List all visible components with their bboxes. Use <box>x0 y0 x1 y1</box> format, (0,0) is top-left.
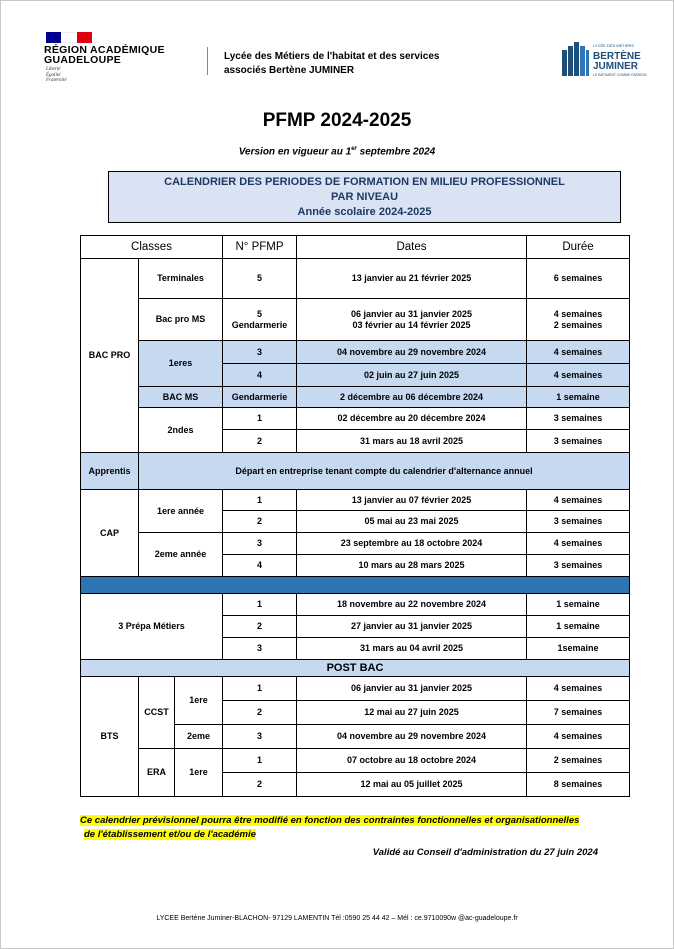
duree-cell: 3 semaines <box>527 408 630 430</box>
duree-cell: 1 semaine <box>527 387 630 408</box>
duree-cell <box>527 299 630 341</box>
republic-flag-icon <box>46 32 92 43</box>
logo-tagline: LE BÂTIMENT COMME PASSION <box>593 73 647 77</box>
cap-annee1-label: 1ere année <box>139 490 223 533</box>
ccst-label: CCST <box>139 677 175 749</box>
caption-line2: PAR NIVEAU <box>330 191 399 203</box>
duree-cell: 1semaine <box>527 638 630 660</box>
duree-cell: 4 semaines <box>527 341 630 364</box>
table-row <box>81 299 630 341</box>
pfmp-cell: 4 <box>223 364 297 387</box>
secondes-label: 2ndes <box>139 408 223 453</box>
region-line1: RÉGION ACADÉMIQUE <box>44 44 165 56</box>
header-classes: Classes <box>81 236 223 259</box>
dates-cell: 27 janvier au 31 janvier 2025 <box>297 616 527 638</box>
flag-red <box>77 32 92 43</box>
bacpro-label: BAC PRO <box>81 259 139 453</box>
pfmp-value: Gendarmerie <box>231 319 288 330</box>
duree-cell: 2 semaines <box>527 749 630 773</box>
pfmp-cell: 1 <box>223 490 297 511</box>
page-title: PFMP 2024-2025 <box>262 110 412 131</box>
dates-cell: 31 mars au 04 avril 2025 <box>297 638 527 660</box>
region-line2: GUADELOUPE <box>44 54 122 66</box>
table-row <box>81 490 630 511</box>
pfmp-cell: 2 <box>223 701 297 725</box>
dates-cell: 12 mai au 27 juin 2025 <box>297 701 527 725</box>
pfmp-cell: 2 <box>223 616 297 638</box>
pfmp-cell: 1 <box>223 677 297 701</box>
bts-era-y1-label: 1ere <box>175 749 223 797</box>
motto-egalite: Égalité <box>46 72 61 78</box>
motto-liberte: Liberté <box>46 67 61 72</box>
logo-top-text: LYCÉE DES MÉTIERS <box>593 43 635 48</box>
caption-line3: Année scolaire 2024-2025 <box>297 206 432 218</box>
duree-cell: 1 semaine <box>527 594 630 616</box>
dates-cell: 04 novembre au 29 novembre 2024 <box>297 725 527 749</box>
duree-cell: 4 semaines <box>527 364 630 387</box>
era-label: ERA <box>139 749 175 797</box>
pfmp-cell: 1 <box>223 749 297 773</box>
dates-cell: 23 septembre au 18 octobre 2024 <box>297 533 527 555</box>
dates-cell: 31 mars au 18 avril 2025 <box>297 430 527 453</box>
duree-value: 4 semaines <box>553 308 603 319</box>
duree-cell: 7 semaines <box>527 701 630 725</box>
table-row <box>81 677 630 701</box>
pfmp-cell: 2 <box>223 430 297 453</box>
logo-name1: BERTÈNE <box>593 51 641 62</box>
bts-label: BTS <box>81 677 139 797</box>
school-line2: associés Bertène JUMINER <box>224 65 355 76</box>
terminales-label: Terminales <box>139 259 223 299</box>
dates-cell: 12 mai au 05 juillet 2025 <box>297 773 527 797</box>
pfmp-cell <box>223 299 297 341</box>
duree-cell: 6 semaines <box>527 259 630 299</box>
table-row <box>81 408 630 430</box>
pfmp-cell: 2 <box>223 773 297 797</box>
duree-cell: 4 semaines <box>527 490 630 511</box>
flag-white <box>61 32 76 43</box>
table-row <box>81 594 630 616</box>
pfmp-cell: 1 <box>223 408 297 430</box>
dates-cell: 02 juin au 27 juin 2025 <box>297 364 527 387</box>
premieres-label: 1eres <box>139 341 223 387</box>
bts-ccst-y2-label: 2eme <box>175 725 223 749</box>
postbac-row <box>81 660 630 677</box>
disclaimer-note <box>80 814 579 842</box>
separator-band <box>81 577 630 594</box>
pfmp-value: 5 <box>256 308 262 319</box>
header-dates: Dates <box>297 236 527 259</box>
apprentis-label: Apprentis <box>81 453 139 490</box>
dates-cell: 13 janvier au 07 février 2025 <box>297 490 527 511</box>
prepa-label: 3 Prépa Métiers <box>81 594 223 660</box>
dates-cell: 10 mars au 28 mars 2025 <box>297 555 527 577</box>
table-row <box>81 533 630 555</box>
cap-label: CAP <box>81 490 139 577</box>
flag-blue <box>46 32 61 43</box>
pfmp-cell: 3 <box>223 638 297 660</box>
dates-cell: 18 novembre au 22 novembre 2024 <box>297 594 527 616</box>
pfmp-cell: 5 <box>223 259 297 299</box>
dates-cell: 05 mai au 23 mai 2025 <box>297 511 527 533</box>
table-header-row <box>81 236 630 259</box>
duree-cell: 8 semaines <box>527 773 630 797</box>
region-academique-logo <box>44 45 165 65</box>
motto <box>46 67 67 84</box>
pfmp-calendar-table <box>80 235 630 797</box>
pfmp-cell: 3 <box>223 725 297 749</box>
dates-cell: 07 octobre au 18 octobre 2024 <box>297 749 527 773</box>
dates-cell: 06 janvier au 31 janvier 2025 <box>297 677 527 701</box>
note-line1: Ce calendrier prévisionnel pourra être modifié en fonction des contraintes fonctionnelles et organisationnelles <box>80 815 580 826</box>
note-line2: de l'établissement et/ou de l'académie <box>84 829 256 840</box>
dates-value: 03 février au 14 février 2025 <box>352 319 471 330</box>
table-row <box>81 453 630 490</box>
bts-ccst-y1-label: 1ere <box>175 677 223 725</box>
school-name <box>224 50 439 78</box>
duree-cell: 4 semaines <box>527 533 630 555</box>
duree-cell: 1 semaine <box>527 616 630 638</box>
version-pre: Version en vigueur au 1 <box>238 146 352 158</box>
cap-annee2-label: 2eme année <box>139 533 223 577</box>
apprentis-text: Départ en entreprise tenant compte du calendrier d'alternance annuel <box>139 453 630 490</box>
bacproms-label: Bac pro MS <box>139 299 223 341</box>
table-row <box>81 341 630 364</box>
pfmp-cell: 4 <box>223 555 297 577</box>
dates-cell: 2 décembre au 06 décembre 2024 <box>297 387 527 408</box>
header-separator <box>207 47 208 75</box>
school-line1: Lycée des Métiers de l'habitat et des services <box>224 51 440 62</box>
table-row <box>81 387 630 408</box>
dates-cell: 04 novembre au 29 novembre 2024 <box>297 341 527 364</box>
header-duree: Durée <box>527 236 630 259</box>
table-row <box>81 749 630 773</box>
version-sup: er <box>351 146 357 152</box>
version-line <box>0 146 674 157</box>
bacms-label: BAC MS <box>139 387 223 408</box>
dates-cell <box>297 299 527 341</box>
section-separator-row <box>81 577 630 594</box>
footer-address: LYCEE Bertène Juminer-BLACHON- 97129 LAMENTIN Tél :0590 25 44 42 – Mél : ce.9710090w @ac-guadeloupe.fr <box>156 915 518 922</box>
pfmp-cell: 1 <box>223 594 297 616</box>
pfmp-cell: 3 <box>223 341 297 364</box>
dates-value: 06 janvier au 31 janvier 2025 <box>350 308 473 319</box>
duree-cell: 4 semaines <box>527 725 630 749</box>
logo-name2: JUMINER <box>593 61 639 72</box>
duree-cell: 3 semaines <box>527 430 630 453</box>
postbac-label: POST BAC <box>81 660 630 677</box>
duree-cell: 3 semaines <box>527 511 630 533</box>
duree-value: 2 semaines <box>553 319 603 330</box>
validation-note: Validé au Conseil d'administration du 27 juin 2024 <box>372 847 598 858</box>
calendar-caption <box>108 171 621 223</box>
pfmp-cell: Gendarmerie <box>223 387 297 408</box>
duree-cell: 4 semaines <box>527 677 630 701</box>
dates-cell: 02 décembre au 20 décembre 2024 <box>297 408 527 430</box>
table-row <box>81 259 630 299</box>
pfmp-cell: 3 <box>223 533 297 555</box>
pfmp-cell: 2 <box>223 511 297 533</box>
caption-line1: CALENDRIER DES PERIODES DE FORMATION EN MILIEU PROFESSIONNEL <box>164 176 565 188</box>
duree-cell: 3 semaines <box>527 555 630 577</box>
header-pfmp: N° PFMP <box>223 236 297 259</box>
school-logo-icon <box>560 38 652 78</box>
version-post: septembre 2024 <box>356 146 436 158</box>
dates-cell: 13 janvier au 21 février 2025 <box>297 259 527 299</box>
motto-fraternite: Fraternité <box>46 78 67 83</box>
